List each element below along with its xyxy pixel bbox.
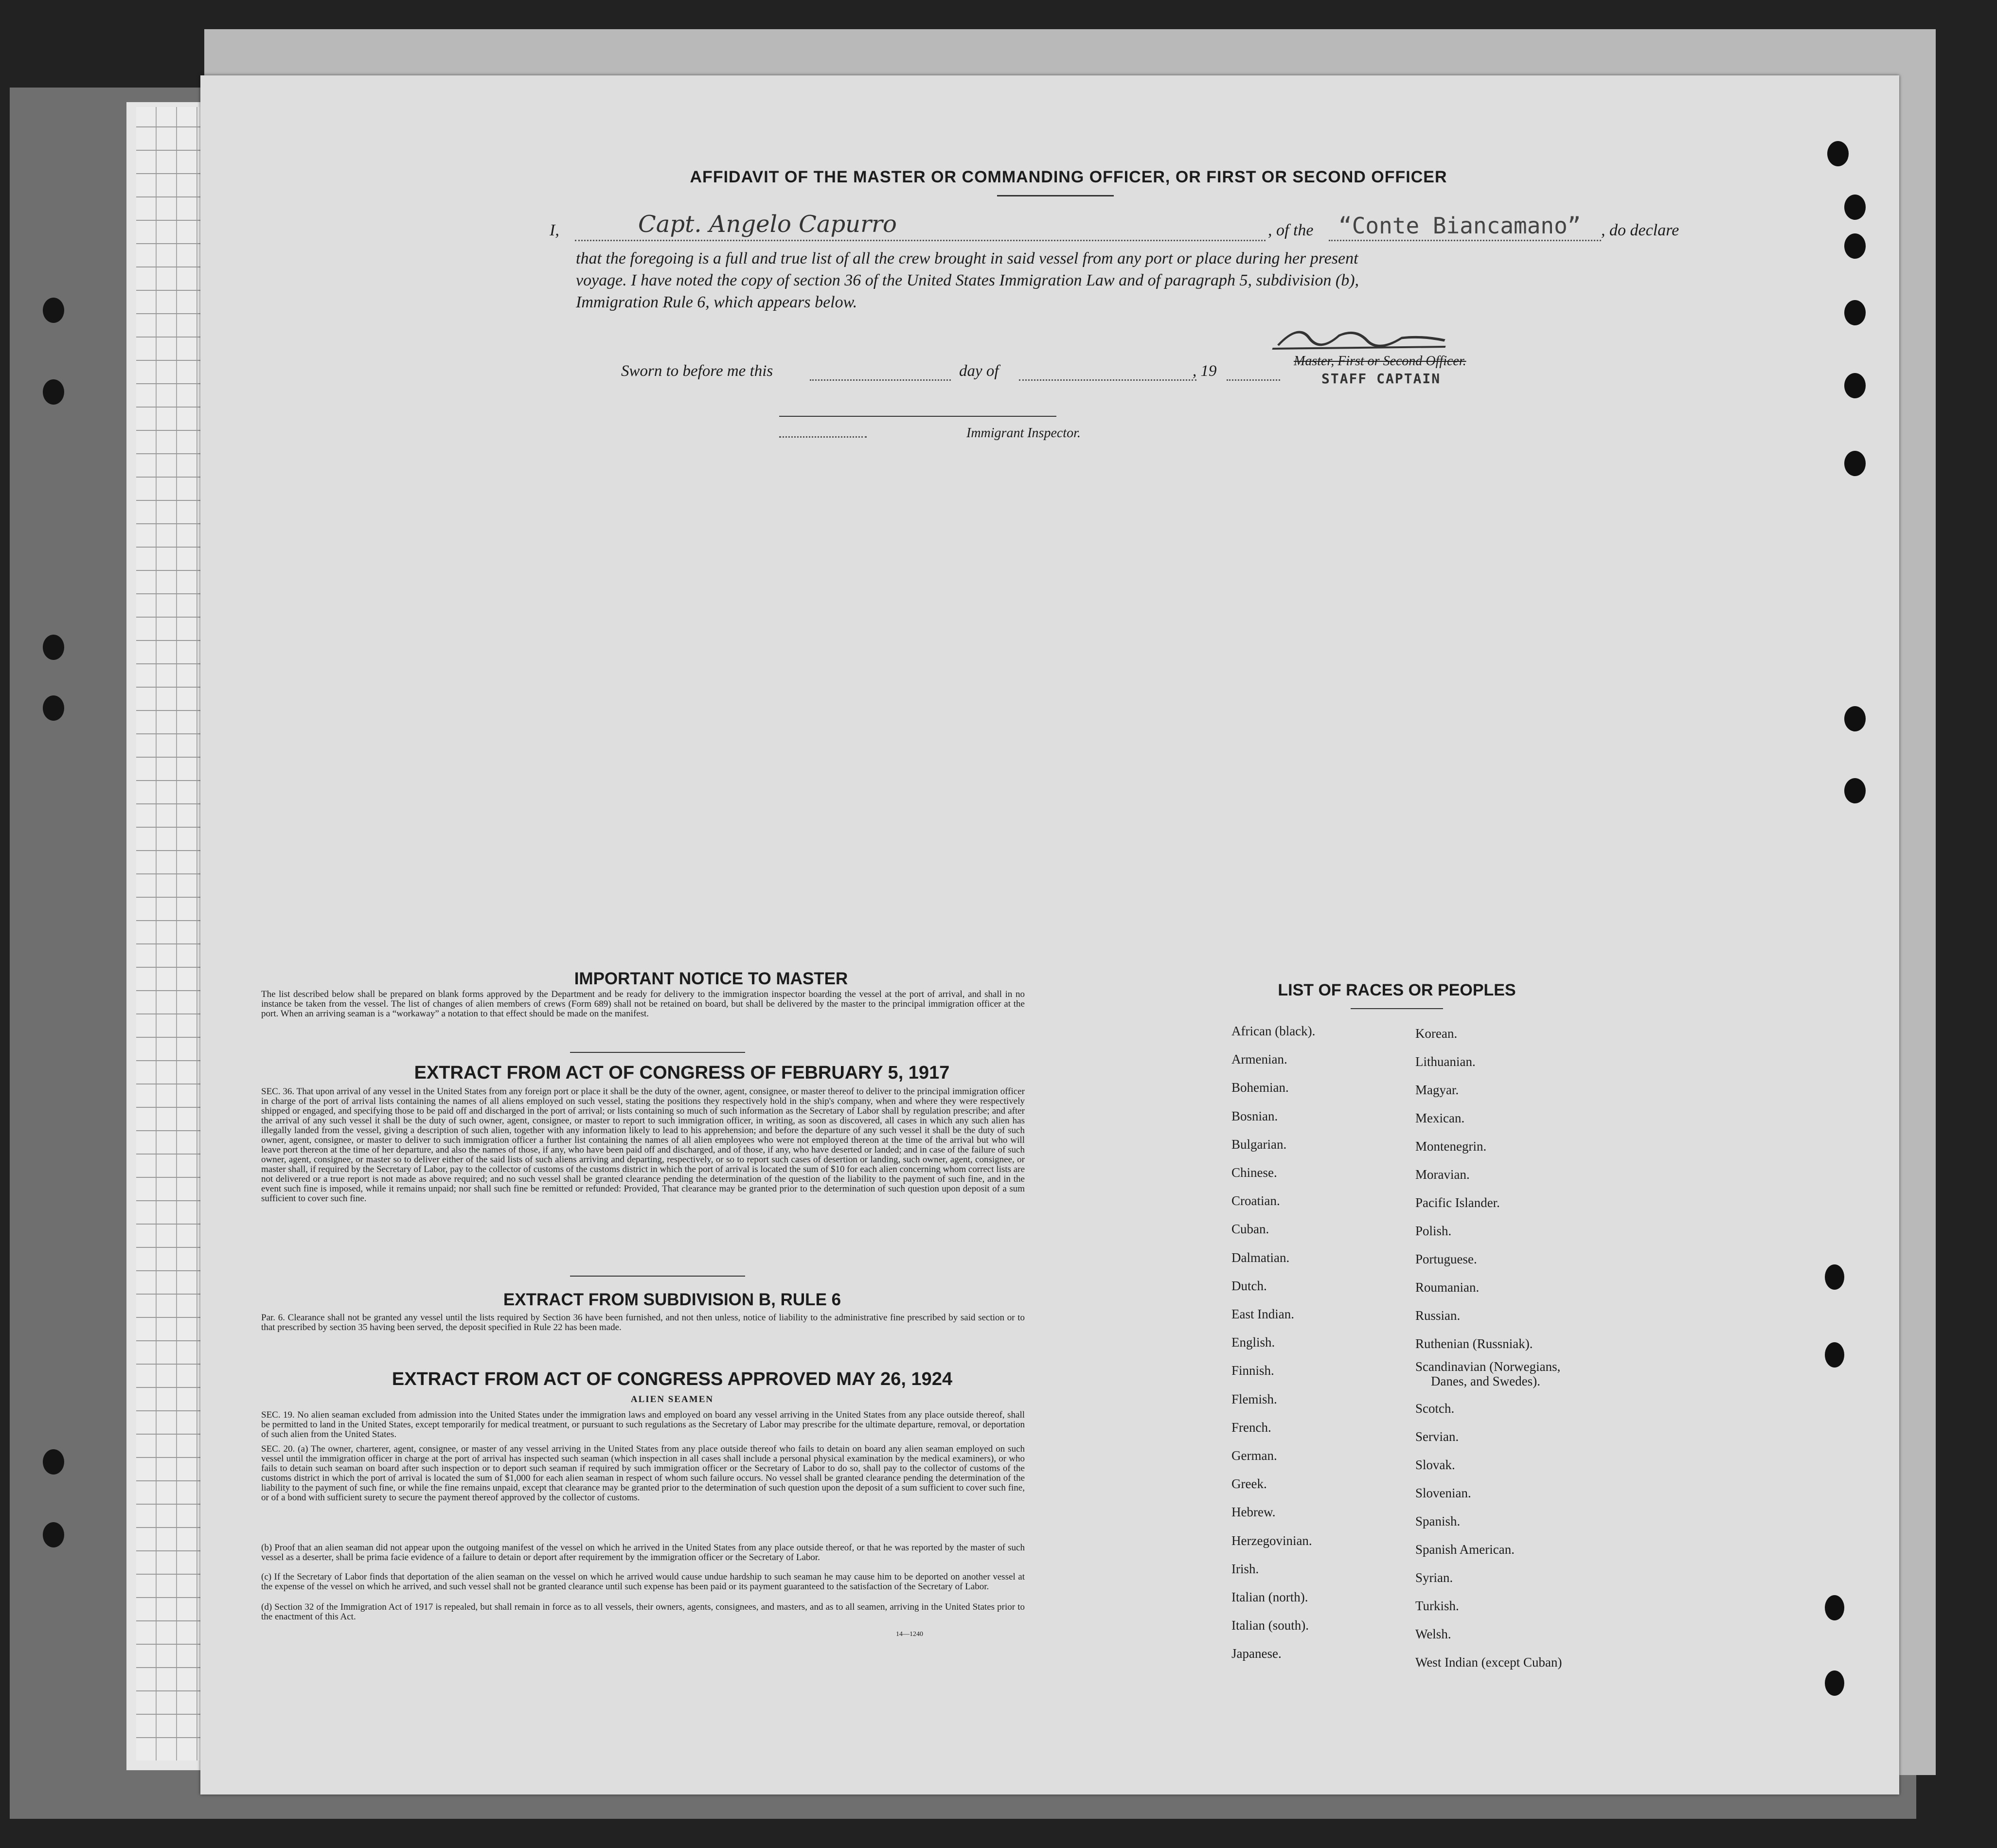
race-item: East Indian. [1231, 1307, 1294, 1321]
extract-1917-title: EXTRACT FROM ACT OF CONGRESS OF FEBRUARY 5, 1917 [414, 1063, 950, 1083]
form-number: 14—1240 [896, 1631, 923, 1638]
race-item: Flemish. [1231, 1391, 1277, 1406]
race-item: Italian (south). [1231, 1618, 1309, 1633]
binder-hole [43, 298, 64, 323]
binder-hole [1844, 300, 1866, 325]
race-item: Danes, and Swedes). [1431, 1374, 1540, 1388]
race-item: Dutch. [1231, 1278, 1267, 1293]
binder-hole [1825, 1670, 1844, 1696]
race-item: Spanish. [1415, 1514, 1461, 1528]
rule-6-title: EXTRACT FROM SUBDIVISION B, RULE 6 [503, 1290, 841, 1309]
alien-seamen-subtitle: ALIEN SEAMEN [630, 1394, 714, 1404]
race-item: Herzegovinian. [1231, 1533, 1312, 1548]
race-item: Moravian. [1415, 1167, 1470, 1182]
binder-hole [43, 379, 64, 405]
race-item: German. [1231, 1448, 1277, 1463]
extract-1924-sec20b: (b) Proof that an alien seaman did not appear upon the outgoing manifest of the vessel on which he arrived in the United States from any place outside thereof, or that he was reported by the master of such vessel as a deserter, shall be prima facie evidence of a failure to detain or deport after requirement by the immigration officer or the Secretary of Labor. [261, 1543, 1025, 1563]
binder-hole [1825, 1595, 1844, 1620]
binder-hole [1844, 451, 1866, 476]
notice-body: The list described below shall be prepared on blank forms approved by the Department and be ready for delivery to the immigration inspector boarding the vessel at the port of arrival, and shall in no instance be taken from the vessel. The list of changes of alien members of crews (Form 689) shall not be retained on board, but shall be delivered by the master to the principal immigration officer at the port. When an arriving seaman is a “workaway” a notation to that effect should be made on the manifest. [261, 989, 1025, 1019]
race-item: Turkish. [1415, 1599, 1459, 1613]
race-item: Lithuanian. [1415, 1054, 1476, 1069]
binder-hole [1825, 1264, 1844, 1290]
extract-1924-title: EXTRACT FROM ACT OF CONGRESS APPROVED MAY 26, 1924 [392, 1369, 953, 1389]
inspector-dots [779, 436, 867, 438]
race-item: Hebrew. [1231, 1505, 1276, 1520]
sworn-day-line [810, 379, 951, 381]
race-item: Italian (north). [1231, 1590, 1308, 1604]
race-item: Irish. [1231, 1561, 1259, 1576]
binder-hole [1844, 778, 1866, 803]
inspector-label: Immigrant Inspector. [966, 426, 1081, 441]
sworn-year-line [1227, 379, 1280, 381]
notice-title: IMPORTANT NOTICE TO MASTER [574, 969, 848, 988]
binder-hole [43, 695, 64, 721]
sworn-month-line [1019, 379, 1196, 381]
race-item: Korean. [1415, 1026, 1458, 1041]
extract-1924-sec19: SEC. 19. No alien seaman excluded from admission into the United States under the immigration laws and employed on board any vessel arriving in the United States from any place outside thereof, shall be permitted to land in the United States, except temporarily for medical treatment, or pursuant to such regulations as the Secretary of Labor may prescribe for the ultimate departure, removal, or deportation of such alien from the United States. [261, 1410, 1025, 1439]
officer-signature-name: Capt. Angelo Capurro [638, 211, 897, 238]
race-item: English. [1231, 1335, 1275, 1350]
binder-hole [43, 1449, 64, 1475]
race-item: Dalmatian. [1231, 1250, 1290, 1265]
race-item: French. [1231, 1420, 1271, 1435]
race-item: Spanish American. [1415, 1542, 1515, 1557]
affidavit-title: AFFIDAVIT OF THE MASTER OR COMMANDING OFFICER, OR FIRST OR SECOND OFFICER [690, 168, 1447, 186]
race-item: Russian. [1415, 1308, 1461, 1323]
section-divider [570, 1276, 745, 1277]
binder-hole [43, 635, 64, 660]
sworn-label: Sworn to before me this [621, 362, 773, 380]
binder-hole [1827, 141, 1849, 166]
race-item: Montenegrin. [1415, 1139, 1487, 1154]
race-item: Ruthenian (Russniak). [1415, 1336, 1533, 1351]
binder-hole [1844, 706, 1866, 731]
affidavit-line-1 [550, 221, 559, 240]
binder-hole [1844, 195, 1866, 220]
inspector-signature-line [779, 416, 1056, 417]
i-prefix: I, [550, 221, 559, 239]
race-item: Polish. [1415, 1224, 1452, 1238]
race-item: Cuban. [1231, 1222, 1269, 1237]
affidavit-line-3: voyage. I have noted the copy of section 36 of the United States Immigration Law and of paragraph 5, subdivision (b), [576, 271, 1359, 289]
race-item: Roumanian. [1415, 1280, 1480, 1295]
race-item: Scotch. [1415, 1401, 1455, 1416]
officer-role-label: Master, First or Second Officer. [1294, 354, 1466, 369]
races-title: LIST OF RACES OR PEOPLES [1278, 981, 1516, 999]
race-item: Armenian. [1231, 1052, 1287, 1067]
vessel-name-line [1329, 240, 1601, 241]
race-item: Bulgarian. [1231, 1137, 1287, 1152]
year-prefix-label: , 19 [1193, 362, 1217, 380]
binder-hole [43, 1522, 64, 1547]
affidavit-line-2: that the foregoing is a full and true list of all the crew brought in said vessel from any port or place during her present [576, 249, 1358, 267]
extract-1924-sec20d: (d) Section 32 of the Immigration Act of 1917 is repealed, but shall remain in force as to all vessels, their owners, agents, consignees, and masters, and as to all seamen, arriving in the United States prior to the enactment of this Act. [261, 1602, 1025, 1622]
race-item: Pacific Islander. [1415, 1195, 1500, 1210]
race-item: Japanese. [1231, 1646, 1282, 1661]
race-item: African (black). [1231, 1024, 1316, 1038]
race-item: Bosnian. [1231, 1108, 1278, 1123]
extract-1924-sec20a: SEC. 20. (a) The owner, charterer, agent, consignee, or master of any vessel arriving in the United States from any place outside thereof who fails to detain on board any alien seaman employed on such vessel until the immigration officer in charge at the port of arrival has inspected such seaman (which inspection in all cases shall include a personal physical examination by the medical examiners), or who fails to detain such seaman on board after such inspection or to deport such seaman if required by such immigration officer or the Secretary of Labor to do so, shall pay to the collector of customs of the customs district in which the port of arrival is located the sum of $1,000 for each alien seaman in respect of whom such failure occurs. No vessel shall be granted clearance pending the determination of the liability to the payment of such fine, or while the fine remains unpaid, except that clearance may be granted prior to the determination of such question upon the deposit of a sum sufficient to cover such fine, or of a bond with sufficient surety to secure the payment thereof approved by the collector of customs. [261, 1444, 1025, 1503]
affidavit-line-4: Immigration Rule 6, which appears below. [576, 293, 857, 311]
rule-6-body: Par. 6. Clearance shall not be granted any vessel until the lists required by Section 36 have been furnished, and not then unless, notice of liability to the administrative fine prescribed by said section or to that prescribed by section 35 having been served, the deposit specified in Rule 22 has been made. [261, 1313, 1025, 1333]
race-item: Croatian. [1231, 1193, 1280, 1208]
race-item: Magyar. [1415, 1083, 1459, 1097]
race-item: Finnish. [1231, 1363, 1274, 1378]
race-item: Slovenian. [1415, 1486, 1471, 1500]
race-item: Scandinavian (Norwegians, [1415, 1359, 1561, 1374]
crew-list-affidavit-page [200, 75, 1899, 1795]
staff-captain-stamp: STAFF CAPTAIN [1321, 371, 1441, 387]
race-item: Portuguese. [1415, 1252, 1477, 1266]
race-item: Chinese. [1231, 1165, 1277, 1180]
races-divider [1351, 1008, 1443, 1009]
binder-hole [1825, 1342, 1844, 1368]
vessel-name-stamp: “Conte Biancamano” [1338, 213, 1581, 239]
signature-icon [1270, 319, 1455, 357]
binder-hole [1844, 373, 1866, 398]
of-the-label: , of the [1268, 221, 1314, 239]
extract-1917-body: SEC. 36. That upon arrival of any vessel in the United States from any foreign port or place it shall be the duty of the owner, agent, consignee, or master thereof to deliver to the principal immigration officer in charge of the port of arrival lists containing the names of all aliens employed on such vessel, stating the positions they respectively hold in the ship's company, when and where they were respectively shipped or engaged, and specifying those to be paid off and discharged in the port of arrival; or lists containing so much of such information as the Secretary of Labor shall by regulation prescribe; and after the arrival of any such vessel it shall be the duty of such owner, agent, consignee, or master to report to such immigration officer, in writing, as soon as discovered, all cases in which any such alien has illegally landed from the vessel, giving a description of such alien, together with any information likely to lead to his apprehension; and before the departure of any such vessel it shall be the duty of such owner, agent, consignee, or master to deliver to such immigration officer a further list containing the names of all alien employees who were not employed thereon at the time of the arrival but who will leave port thereon at the time of her departure, and also the names of those, if any, who have been paid off and discharged, and of those, if any, who have deserted or landed; and in case of the failure of such owner, agent, consignee, or master so to deliver either of the said lists of such aliens arriving and departing, respectively, or so to report such cases of desertion or landing, such owner, agent, consignee, or master shall, if required by the Secretary of Labor, pay to the collector of customs of the customs district in which the port of arrival is located the sum of $10 for each alien concerning whom correct lists are not delivered or a true report is not made as above required; and no such vessel shall be granted clearance pending the determination of the question of the liability to the payment of such fine, and in the event such fine is imposed, while it remains unpaid; nor shall such fine be remitted or refunded: Provided, That clearance may be granted prior to the determination of such question upon deposit of a sum sufficient to cover such fine. [261, 1086, 1025, 1204]
title-divider [997, 195, 1114, 196]
race-item: Slovak. [1415, 1457, 1455, 1472]
race-item: Bohemian. [1231, 1080, 1289, 1095]
officer-name-line [575, 240, 1266, 241]
section-divider [570, 1052, 745, 1053]
day-of-label: day of [959, 362, 999, 380]
extract-1924-sec20c: (c) If the Secretary of Labor finds that deportation of the alien seaman on the vessel on which he arrived would cause undue hardship to such seaman he may cause him to be deported on another vessel at the expense of the vessel on which he arrived, and such vessel shall not be granted clearance until such expense has been paid or its payment guaranteed to the satisfaction of the Secretary of Labor. [261, 1572, 1025, 1592]
race-item: Syrian. [1415, 1570, 1453, 1585]
binder-hole [1844, 233, 1866, 259]
race-item: West Indian (except Cuban) [1415, 1655, 1562, 1670]
do-declare-label: , do declare [1601, 221, 1679, 239]
race-item: Welsh. [1415, 1627, 1451, 1641]
race-item: Mexican. [1415, 1111, 1465, 1125]
race-item: Servian. [1415, 1429, 1459, 1444]
race-item: Greek. [1231, 1476, 1267, 1492]
